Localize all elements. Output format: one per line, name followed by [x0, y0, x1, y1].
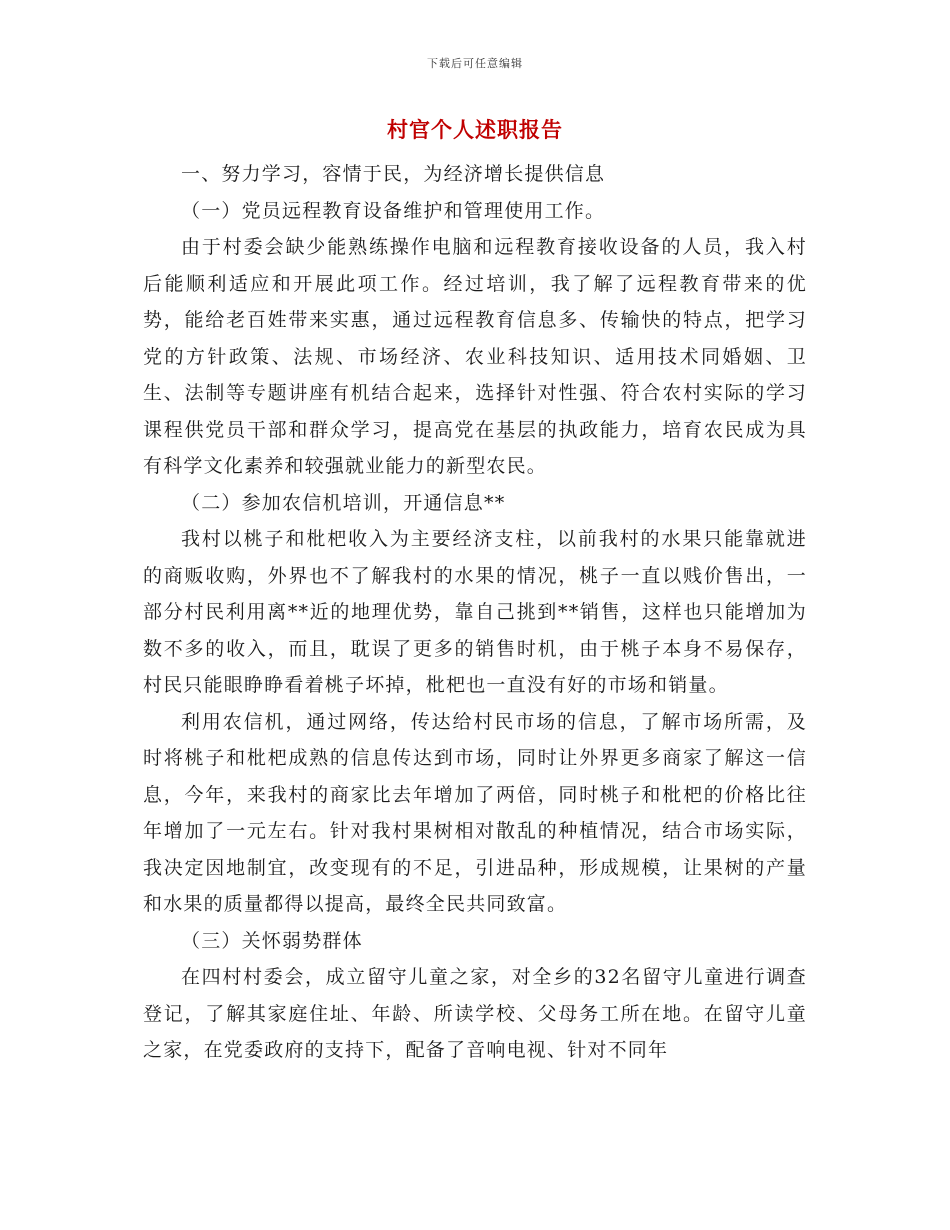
body-paragraph: 由于村委会缺少能熟练操作电脑和远程教育接收设备的人员，我入村后能顺利适应和开展此项工作。经过培训，我了解了远程教育带来的优势，能给老百姓带来实惠，通过远程教育信息多、传输快的特点，把学习党的方针政策、法规、市场经济、农业科技知识、适用技术同婚姻、卫生、法制等专题讲座有机结合起来，选择针对性强、符合农村实际的学习课程供党员干部和群众学习，提高党在基层的执政能力，培育农民成为具有科学文化素养和较强就业能力的新型农民。	[143, 236, 807, 477]
subsection-heading-3: （三）关怀弱势群体	[181, 929, 363, 952]
document-title: 村官个人述职报告	[387, 117, 563, 142]
section-heading-1: 一、努力学习，容情于民，为经济增长提供信息	[181, 163, 606, 185]
document-body	[143, 156, 807, 1069]
header-note: 下载后可任意编辑	[427, 57, 523, 70]
body-paragraph: 我村以桃子和枇杷收入为主要经济支柱，以前我村的水果只能靠就进的商贩收购，外界也不了解我村的水果的情况，桃子一直以贱价售出，一部分村民利用离**近的地理优势，靠自己挑到**销售，这样也只能增加为数不多的收入，而且，耽误了更多的销售时机，由于桃子本身不易保存，村民只能眼睁睁看着桃子坏掉，枇杷也一直没有好的市场和销量。	[143, 528, 807, 696]
body-paragraph: 在四村村委会，成立留守儿童之家，对全乡的32名留守儿童进行调查登记，了解其家庭住址、年龄、所读学校、父母务工所在地。在留守儿童之家，在党委政府的支持下，配备了音响电视、针对不同年	[143, 966, 807, 1061]
subsection-heading-1: （一）党员远程教育设备维护和管理使用工作。	[181, 199, 606, 222]
body-paragraph: 利用农信机，通过网络，传达给村民市场的信息，了解市场所需，及时将桃子和枇杷成熟的信息传达到市场，同时让外界更多商家了解这一信息，今年，来我村的商家比去年增加了两倍，同时桃子和枇杷的价格比往年增加了一元左右。针对我村果树相对散乱的种植情况，结合市场实际，我决定因地制宜，改变现有的不足，引进品种，形成规模，让果树的产量和水果的质量都得以提高，最终全民共同致富。	[143, 710, 807, 915]
subsection-heading-2: （二）参加农信机培训，开通信息**	[181, 491, 506, 514]
